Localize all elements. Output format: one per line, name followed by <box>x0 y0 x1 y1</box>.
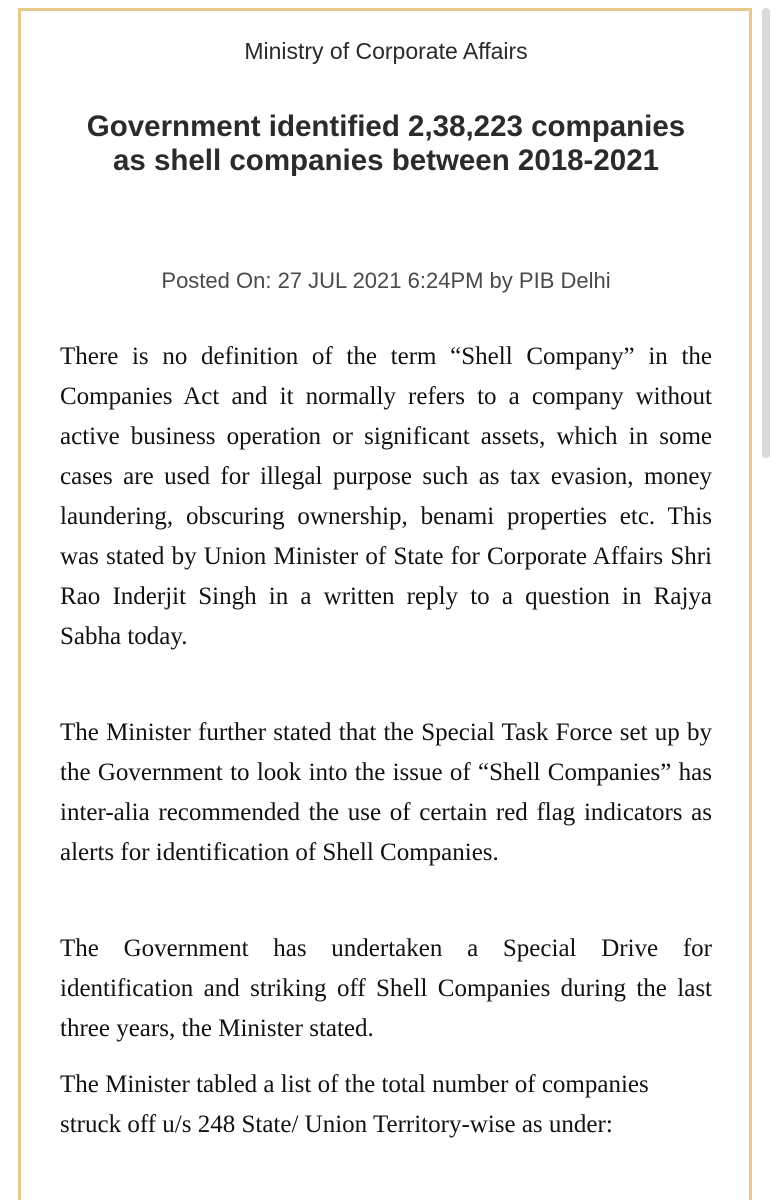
body-paragraph-4: The Minister tabled a list of the total number of companies struck off u/s 248 State/ Union Territory-wise as under: <box>60 1071 649 1138</box>
ministry-name: Ministry of Corporate Affairs <box>244 38 528 64</box>
body-paragraph-2: The Minister further stated that the Special Task Force set up by the Government to look into the issue of “Shell Companies” has inter-alia recommended the use of certain red flag indicators as alerts for identification of Shell Companies. <box>60 719 712 866</box>
body-paragraph-3: The Government has undertaken a Special Drive for identification and striking off Shell Companies during the last three years, the Minister stated. <box>60 935 712 1042</box>
press-release-headline: Government identified 2,38,223 companies as shell companies between 2018-2021 <box>86 110 686 177</box>
posted-on-line: Posted On: 27 JUL 2021 6:24PM by PIB Delhi <box>161 268 611 293</box>
scrollbar-thumb[interactable] <box>762 8 770 458</box>
body-paragraph-1: There is no definition of the term “Shell Company” in the Companies Act and it normally refers to a company without active business operation or significant assets, which in some cases are used for illegal purpose such as tax evasion, money laundering, obscuring ownership, benami properties etc. This was stated by Union Minister of State for Corporate Affairs Shri Rao Inderjit Singh in a written reply to a question in Rajya Sabha today. <box>60 343 712 650</box>
